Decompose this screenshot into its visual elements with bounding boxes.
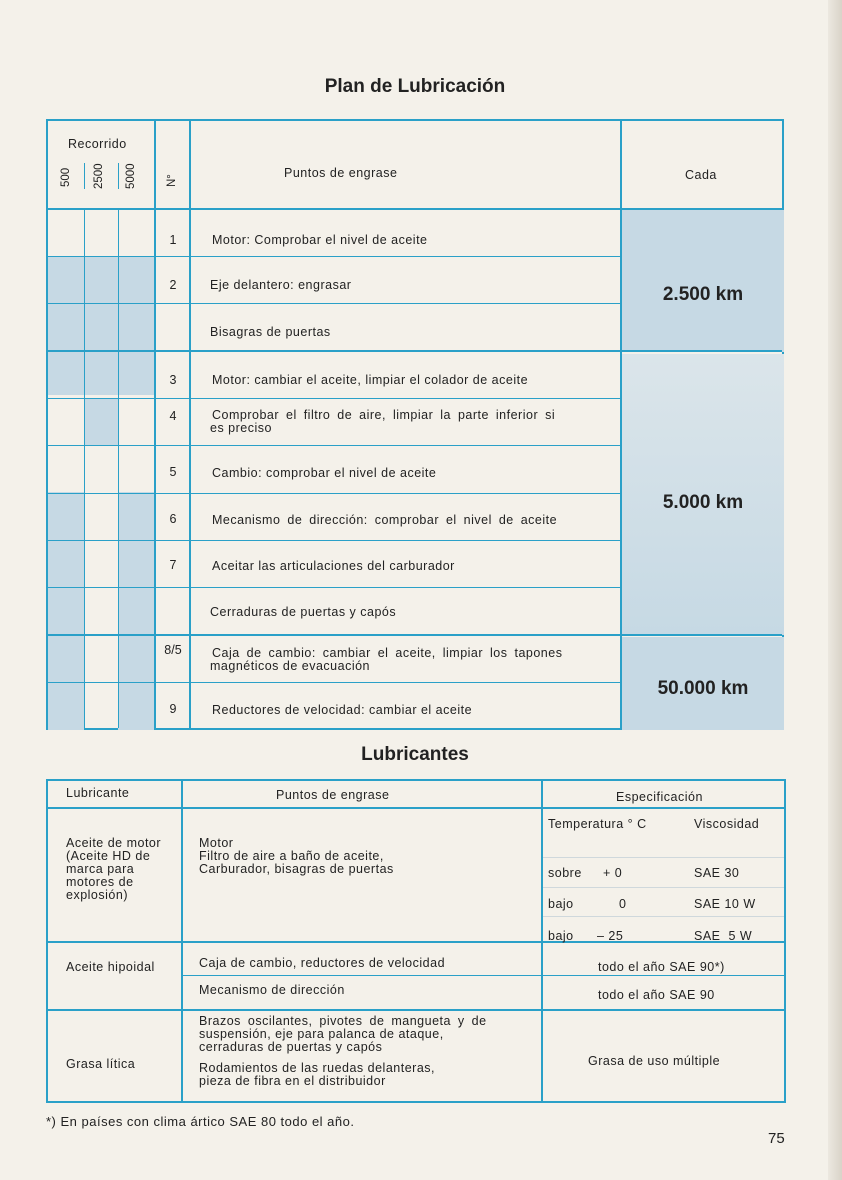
row-number: 8/5 (164, 643, 182, 657)
aceite-hipoidal-label: Aceite hipoidal (66, 960, 155, 974)
aceite-motor-label: (Aceite HD de (66, 849, 151, 863)
spec-cond: bajo (548, 929, 574, 943)
hipoidal-spec: todo el año SAE 90*) (598, 960, 725, 974)
grasa-puntos: cerraduras de puertas y capós (199, 1040, 383, 1054)
lubricantes-title: Lubricantes (361, 744, 469, 765)
interval-5000: 5.000 km (662, 492, 744, 513)
km-col-500: 500 (60, 167, 72, 187)
interval-2500: 2.500 km (662, 284, 744, 305)
row-number: 6 (169, 512, 177, 526)
row-text: Motor: cambiar el aceite, limpiar el colador de aceite (212, 373, 529, 387)
row-number: 2 (169, 278, 177, 292)
row-text: Eje delantero: engrasar (210, 278, 352, 292)
lubricantes-table (46, 779, 786, 1103)
aceite-motor-label: motores de (66, 875, 134, 889)
spec-cond: sobre (548, 866, 582, 880)
row-text: Reductores de velocidad: cambiar el aceite (212, 703, 473, 717)
shade-5000-rows (118, 492, 154, 635)
lubricante-header: Lubricante (66, 786, 130, 800)
shade-km-rows-2 (48, 256, 154, 348)
numero-header: N° (166, 174, 178, 187)
row-text-cont: es preciso (210, 421, 272, 435)
hipoidal-puntos: Caja de cambio, reductores de velocidad (199, 956, 446, 970)
row-number: 3 (169, 373, 177, 387)
spec-visc: SAE 30 (694, 866, 740, 880)
grasa-puntos: Rodamientos de las ruedas delanteras, (199, 1061, 435, 1075)
km-col-2500: 2500 (93, 163, 105, 189)
interval-cell-2500 (622, 210, 784, 352)
row-text-cont: magnéticos de evacuación (210, 659, 371, 673)
row-number: 7 (169, 558, 177, 572)
row-text: Aceitar las articulaciones del carburador (212, 559, 455, 573)
row-text: Mecanismo de dirección: comprobar el nivel de aceite (212, 513, 558, 527)
spec-temp: 0 (619, 897, 627, 911)
spec-temp: – 25 (597, 929, 624, 943)
grasa-puntos: suspensión, eje para palanca de ataque, (199, 1027, 444, 1041)
row-text: Cerraduras de puertas y capós (210, 605, 397, 619)
spec-cond: bajo (548, 897, 574, 911)
spec-visc: SAE 5 W (694, 929, 753, 943)
spec-visc: SAE 10 W (694, 897, 756, 911)
page-number: 75 (768, 1130, 785, 1147)
cada-header: Cada (685, 168, 717, 182)
row-text: Motor: Comprobar el nivel de aceite (212, 233, 428, 247)
motor-puntos: Carburador, bisagras de puertas (199, 862, 394, 876)
especificacion-header: Especificación (616, 790, 703, 804)
row-text: Bisagras de puertas (210, 325, 331, 339)
grasa-puntos: Brazos oscilantes, pivotes de mangueta y de (199, 1014, 487, 1028)
hipoidal-spec: todo el año SAE 90 (598, 988, 715, 1002)
page-binding-edge (828, 0, 842, 1180)
motor-puntos: Motor (199, 836, 234, 850)
footnote: *) En países con clima ártico SAE 80 todo el año. (46, 1114, 355, 1129)
grasa-litica-label: Grasa lítica (66, 1057, 136, 1071)
interval-50000: 50.000 km (657, 678, 749, 699)
row-number: 4 (169, 409, 177, 423)
grasa-puntos: pieza de fibra en el distribuidor (199, 1074, 386, 1088)
row-text: Comprobar el filtro de aire, limpiar la parte inferior si (212, 408, 556, 422)
viscosidad-label: Viscosidad (694, 817, 760, 831)
row-number: 9 (169, 702, 177, 716)
row-number: 5 (169, 465, 177, 479)
plan-title: Plan de Lubricación (324, 76, 506, 97)
shade-2500-row-4 (84, 399, 118, 446)
row-text: Cambio: comprobar el nivel de aceite (212, 466, 437, 480)
shade-500-rows (48, 492, 84, 635)
recorrido-header: Recorrido (68, 137, 127, 151)
motor-puntos: Filtro de aire a baño de aceite, (199, 849, 384, 863)
km-col-5000: 5000 (125, 163, 137, 189)
aceite-motor-label: Aceite de motor (66, 836, 162, 850)
row-number: 1 (169, 233, 177, 247)
row-text: Caja de cambio: cambiar el aceite, limpiar los tapones (212, 646, 563, 660)
puntos-header: Puntos de engrase (276, 788, 390, 802)
aceite-motor-label: explosión) (66, 888, 128, 902)
lubrication-plan-table (46, 119, 784, 730)
temperatura-label: Temperatura ° C (548, 817, 647, 831)
aceite-motor-label: marca para (66, 862, 135, 876)
grasa-spec: Grasa de uso múltiple (588, 1054, 721, 1068)
puntos-header: Puntos de engrase (284, 166, 398, 180)
hipoidal-puntos: Mecanismo de dirección (199, 983, 345, 997)
spec-temp: + 0 (603, 866, 623, 880)
shade-km-row-3 (48, 348, 154, 395)
